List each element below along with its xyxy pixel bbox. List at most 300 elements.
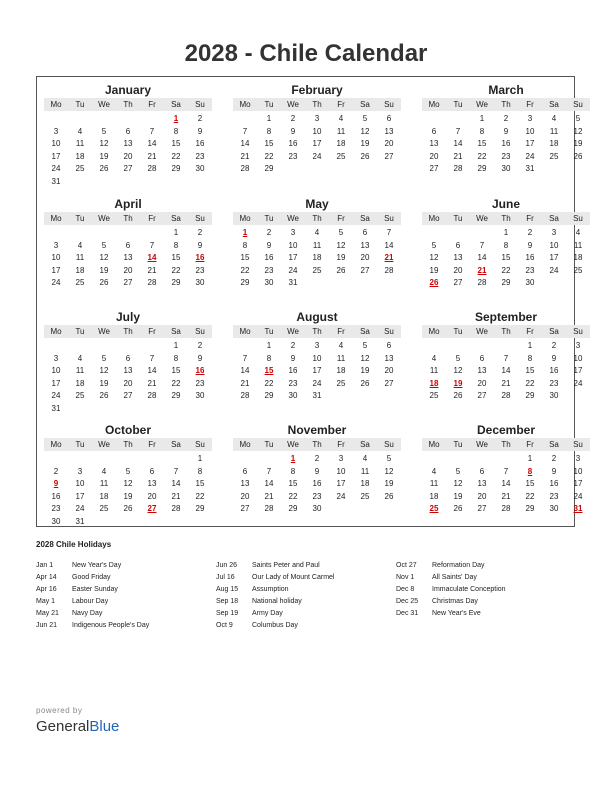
weekday-label: Fr	[337, 100, 345, 109]
day-cell: 17	[75, 491, 85, 501]
day-cell: 1	[173, 228, 179, 237]
day-cell: 2	[503, 114, 509, 123]
day-cell: 12	[360, 126, 370, 136]
day-cell: 11	[312, 240, 322, 250]
days-grid	[44, 340, 212, 416]
day-cell: 31	[51, 403, 61, 413]
day-cell: 25	[429, 391, 439, 401]
holiday-date: Oct 27	[396, 562, 417, 569]
month-august	[233, 310, 401, 403]
day-cell: 27	[477, 504, 487, 514]
empty-day-cell	[470, 227, 494, 240]
day-cell: 31	[525, 164, 535, 174]
day-cell: 17	[549, 253, 559, 263]
day-cell: 9	[503, 126, 509, 136]
weekday-label: Mo	[239, 100, 251, 109]
day-cell: 30	[264, 278, 274, 288]
day-cell: 6	[479, 353, 485, 363]
day-cell: 3	[53, 240, 59, 250]
holiday-name: Easter Sunday	[72, 586, 118, 593]
day-cell: 9	[314, 466, 320, 476]
day-cell: 23	[549, 378, 559, 388]
holiday-name: Christmas Day	[432, 598, 478, 605]
day-cell: 29	[171, 391, 181, 401]
holiday-list-item	[36, 608, 149, 620]
day-cell: 2	[290, 114, 296, 123]
empty-day-cell	[422, 113, 446, 126]
day-cell: 25	[312, 265, 322, 275]
day-cell: 12	[99, 139, 109, 149]
holiday-day-cell: 19	[453, 378, 463, 388]
day-cell: 7	[149, 240, 155, 250]
empty-day-cell	[446, 113, 470, 126]
day-cell: 26	[453, 504, 463, 514]
empty-day-cell	[68, 453, 92, 466]
empty-day-cell	[116, 113, 140, 126]
day-cell: 3	[314, 341, 320, 350]
day-cell: 11	[429, 479, 439, 489]
day-cell: 30	[51, 516, 61, 526]
day-cell: 25	[75, 278, 85, 288]
day-cell: 6	[362, 228, 368, 237]
day-cell: 6	[455, 240, 461, 250]
day-cell: 28	[171, 504, 181, 514]
holiday-name: Immaculate Conception	[432, 586, 506, 593]
day-cell: 19	[453, 491, 463, 501]
day-cell: 12	[453, 366, 463, 376]
day-cell: 27	[384, 378, 394, 388]
weekday-label: Su	[573, 440, 583, 449]
day-cell: 3	[575, 454, 581, 463]
empty-day-cell	[44, 113, 68, 126]
day-cell: 2	[551, 341, 557, 350]
weekday-label: We	[98, 327, 110, 336]
weekday-header	[422, 438, 590, 451]
day-cell: 2	[197, 341, 203, 350]
day-cell: 28	[240, 164, 250, 174]
empty-day-cell	[164, 453, 188, 466]
day-cell: 11	[75, 366, 85, 376]
holiday-name: Saints Peter and Paul	[252, 562, 320, 569]
holiday-date: May 1	[36, 598, 56, 605]
day-cell: 12	[99, 253, 109, 263]
day-cell: 11	[99, 479, 109, 489]
day-cell: 3	[551, 228, 557, 237]
day-cell: 24	[312, 151, 322, 161]
month-october	[44, 423, 212, 529]
day-cell: 24	[75, 504, 85, 514]
holiday-date: Jul 16	[216, 574, 235, 581]
day-cell: 30	[501, 164, 511, 174]
weekday-label: We	[98, 214, 110, 223]
day-cell: 4	[77, 126, 83, 136]
month-name: January	[104, 83, 152, 97]
weekday-label: We	[287, 214, 299, 223]
day-cell: 12	[384, 466, 394, 476]
day-cell: 30	[312, 504, 322, 514]
day-cell: 17	[288, 253, 298, 263]
day-cell: 8	[479, 126, 485, 136]
days-grid	[44, 453, 212, 529]
holiday-list-item	[396, 560, 506, 572]
holiday-name: Navy Day	[72, 610, 103, 617]
day-cell: 27	[384, 151, 394, 161]
month-name: September	[474, 310, 538, 324]
holiday-date: Jan 1	[36, 562, 54, 569]
month-december	[422, 423, 590, 516]
day-cell: 21	[453, 151, 463, 161]
weekday-label: We	[476, 327, 488, 336]
weekday-label: Sa	[360, 214, 370, 223]
day-cell: 21	[147, 378, 157, 388]
weekday-label: Mo	[428, 327, 440, 336]
day-cell: 4	[551, 114, 557, 123]
empty-day-cell	[68, 113, 92, 126]
day-cell: 29	[264, 164, 274, 174]
day-cell: 7	[479, 240, 485, 250]
holiday-name: Army Day	[252, 610, 283, 617]
day-cell: 23	[288, 378, 298, 388]
month-name: December	[476, 423, 536, 437]
holiday-list-item	[216, 572, 334, 584]
day-cell: 12	[336, 240, 346, 250]
day-cell: 7	[503, 353, 509, 363]
day-cell: 17	[312, 139, 322, 149]
holiday-day-cell: 21	[384, 253, 394, 263]
weekday-label: We	[287, 327, 299, 336]
holiday-name: Columbus Day	[252, 622, 298, 629]
day-cell: 23	[195, 265, 205, 275]
day-cell: 12	[429, 253, 439, 263]
weekday-label: Fr	[148, 100, 156, 109]
holiday-list-item	[216, 608, 334, 620]
day-cell: 25	[75, 391, 85, 401]
day-cell: 4	[314, 228, 320, 237]
day-cell: 23	[264, 265, 274, 275]
day-cell: 16	[51, 491, 61, 501]
day-cell: 24	[288, 265, 298, 275]
holiday-date: Sep 19	[216, 610, 239, 617]
day-cell: 8	[290, 466, 296, 476]
weekday-label: Fr	[148, 214, 156, 223]
day-cell: 25	[573, 265, 583, 275]
weekday-label: Sa	[549, 440, 559, 449]
weekday-label: Su	[195, 440, 205, 449]
empty-day-cell	[92, 227, 116, 240]
day-cell: 31	[312, 391, 322, 401]
day-cell: 8	[173, 353, 179, 363]
weekday-label: We	[287, 100, 299, 109]
weekday-label: Tu	[453, 440, 463, 449]
holiday-name: Our Lady of Mount Carmel	[252, 574, 335, 581]
day-cell: 9	[551, 466, 557, 476]
day-cell: 14	[240, 139, 250, 149]
day-cell: 18	[429, 491, 439, 501]
day-cell: 16	[312, 479, 322, 489]
empty-day-cell	[233, 453, 257, 466]
holiday-day-cell: 15	[264, 366, 274, 376]
calendar-grid	[36, 76, 583, 527]
day-cell: 24	[525, 151, 535, 161]
day-cell: 7	[386, 228, 392, 237]
day-cell: 9	[197, 126, 203, 136]
day-cell: 10	[549, 240, 559, 250]
holiday-name: New Year's Day	[72, 562, 122, 569]
day-cell: 6	[125, 353, 131, 363]
day-cell: 22	[264, 151, 274, 161]
day-cell: 6	[386, 114, 392, 123]
day-cell: 19	[429, 265, 439, 275]
empty-day-cell	[116, 227, 140, 240]
weekday-label: Mo	[50, 100, 62, 109]
day-cell: 18	[312, 253, 322, 263]
weekday-label: Tu	[75, 327, 85, 336]
day-cell: 14	[501, 479, 511, 489]
day-cell: 3	[575, 341, 581, 350]
days-grid	[422, 453, 590, 516]
weekday-label: We	[98, 100, 110, 109]
day-cell: 13	[123, 139, 133, 149]
day-cell: 7	[242, 353, 248, 363]
weekday-label: Tu	[453, 100, 463, 109]
day-cell: 5	[575, 114, 581, 123]
day-cell: 6	[242, 466, 248, 476]
day-cell: 7	[173, 466, 179, 476]
day-cell: 5	[338, 228, 344, 237]
weekday-label: Su	[573, 327, 583, 336]
day-cell: 29	[240, 278, 250, 288]
weekday-label: Mo	[50, 214, 62, 223]
weekday-label: Fr	[337, 214, 345, 223]
weekday-label: Th	[312, 327, 322, 336]
day-cell: 30	[288, 391, 298, 401]
holiday-list-item	[216, 596, 334, 608]
month-name: June	[491, 197, 520, 211]
day-cell: 15	[195, 479, 205, 489]
day-cell: 18	[573, 253, 583, 263]
holiday-date: Dec 31	[396, 610, 419, 617]
day-cell: 13	[123, 366, 133, 376]
generalblue-logo[interactable]	[36, 718, 119, 735]
day-cell: 3	[314, 114, 320, 123]
day-cell: 28	[501, 504, 511, 514]
day-cell: 15	[525, 479, 535, 489]
days-grid	[422, 227, 590, 290]
day-cell: 14	[453, 139, 463, 149]
weekday-label: We	[98, 440, 110, 449]
holiday-date: Apr 16	[36, 586, 57, 593]
weekday-label: Mo	[239, 214, 251, 223]
weekday-label: Fr	[148, 440, 156, 449]
day-cell: 14	[384, 240, 394, 250]
day-cell: 19	[99, 265, 109, 275]
day-cell: 8	[266, 126, 272, 136]
weekday-header	[233, 98, 401, 111]
empty-day-cell	[422, 453, 446, 466]
weekday-header	[233, 325, 401, 338]
day-cell: 29	[171, 278, 181, 288]
day-cell: 17	[51, 378, 61, 388]
holiday-list-item	[36, 560, 149, 572]
weekday-label: Mo	[428, 100, 440, 109]
weekday-label: Fr	[337, 327, 345, 336]
days-grid	[233, 453, 401, 516]
day-cell: 14	[147, 366, 157, 376]
day-cell: 14	[147, 139, 157, 149]
holiday-name: All Saints' Day	[432, 574, 477, 581]
empty-day-cell	[44, 227, 68, 240]
empty-day-cell	[92, 453, 116, 466]
weekday-label: Tu	[75, 440, 85, 449]
day-cell: 17	[336, 479, 346, 489]
weekday-label: Sa	[171, 100, 181, 109]
day-cell: 2	[527, 228, 533, 237]
weekday-label: Tu	[453, 327, 463, 336]
day-cell: 22	[525, 378, 535, 388]
empty-day-cell	[68, 227, 92, 240]
day-cell: 5	[101, 353, 107, 363]
day-cell: 2	[197, 228, 203, 237]
weekday-header	[233, 212, 401, 225]
holiday-list-column	[396, 560, 506, 620]
holiday-date: Oct 9	[216, 622, 233, 629]
day-cell: 20	[123, 151, 133, 161]
weekday-label: Sa	[549, 327, 559, 336]
day-cell: 30	[195, 278, 205, 288]
month-may	[233, 197, 401, 290]
holiday-date: Dec 8	[396, 586, 415, 593]
holiday-list-item	[216, 584, 334, 596]
day-cell: 13	[384, 353, 394, 363]
weekday-label: Mo	[239, 327, 251, 336]
weekday-label: Mo	[239, 440, 251, 449]
day-cell: 25	[336, 378, 346, 388]
day-cell: 8	[173, 126, 179, 136]
weekday-label: Th	[501, 100, 511, 109]
day-cell: 31	[75, 516, 85, 526]
day-cell: 26	[360, 378, 370, 388]
day-cell: 23	[51, 504, 61, 514]
holiday-day-cell: 9	[53, 479, 59, 489]
holiday-day-cell: 25	[429, 504, 439, 514]
day-cell: 20	[384, 139, 394, 149]
weekday-header	[422, 212, 590, 225]
weekday-label: Th	[123, 327, 133, 336]
holiday-day-cell: 21	[477, 265, 487, 275]
day-cell: 3	[53, 126, 59, 136]
holiday-date: Nov 1	[396, 574, 415, 581]
day-cell: 6	[431, 126, 437, 136]
day-cell: 15	[501, 253, 511, 263]
day-cell: 7	[503, 466, 509, 476]
day-cell: 14	[171, 479, 181, 489]
day-cell: 24	[51, 278, 61, 288]
day-cell: 15	[171, 253, 181, 263]
day-cell: 11	[549, 126, 559, 136]
day-cell: 16	[525, 253, 535, 263]
holiday-list-item	[396, 596, 506, 608]
day-cell: 25	[99, 504, 109, 514]
day-cell: 5	[455, 466, 461, 476]
day-cell: 17	[51, 151, 61, 161]
day-cell: 10	[312, 353, 322, 363]
weekday-label: Fr	[526, 327, 534, 336]
day-cell: 2	[53, 466, 59, 476]
weekday-label: Sa	[360, 327, 370, 336]
day-cell: 26	[99, 278, 109, 288]
day-cell: 28	[147, 391, 157, 401]
day-cell: 5	[362, 341, 368, 350]
day-cell: 22	[240, 265, 250, 275]
day-cell: 6	[479, 466, 485, 476]
weekday-label: Th	[501, 440, 511, 449]
holiday-list-item	[396, 572, 506, 584]
day-cell: 15	[264, 139, 274, 149]
day-cell: 11	[573, 240, 583, 250]
empty-day-cell	[257, 453, 281, 466]
empty-day-cell	[446, 340, 470, 353]
days-grid	[422, 113, 590, 176]
day-cell: 24	[549, 265, 559, 275]
weekday-label: Su	[384, 214, 394, 223]
day-cell: 13	[429, 139, 439, 149]
holiday-date: Aug 15	[216, 586, 239, 593]
day-cell: 17	[525, 139, 535, 149]
day-cell: 9	[290, 353, 296, 363]
day-cell: 14	[264, 479, 274, 489]
day-cell: 15	[171, 139, 181, 149]
day-cell: 7	[149, 126, 155, 136]
day-cell: 17	[51, 265, 61, 275]
weekday-label: Th	[312, 440, 322, 449]
weekday-header	[422, 98, 590, 111]
weekday-label: Sa	[360, 440, 370, 449]
day-cell: 28	[501, 391, 511, 401]
weekday-label: Th	[123, 214, 133, 223]
brand-part-blue: Blue	[89, 718, 120, 735]
day-cell: 8	[266, 353, 272, 363]
day-cell: 8	[527, 353, 533, 363]
day-cell: 27	[123, 391, 133, 401]
day-cell: 2	[197, 114, 203, 123]
empty-day-cell	[470, 453, 494, 466]
weekday-label: Th	[501, 214, 511, 223]
day-cell: 21	[501, 491, 511, 501]
holiday-list-column	[216, 560, 334, 632]
holiday-list-item	[216, 620, 334, 632]
month-name: August	[296, 310, 338, 324]
holiday-day-cell: 18	[429, 378, 439, 388]
days-grid	[44, 113, 212, 189]
weekday-label: Tu	[264, 214, 274, 223]
weekday-label: Su	[384, 440, 394, 449]
day-cell: 9	[266, 240, 272, 250]
day-cell: 18	[99, 491, 109, 501]
day-cell: 22	[501, 265, 511, 275]
day-cell: 26	[573, 151, 583, 161]
holiday-day-cell: 31	[573, 504, 583, 514]
day-cell: 5	[101, 126, 107, 136]
weekday-label: We	[476, 100, 488, 109]
weekday-label: Th	[123, 440, 133, 449]
weekday-label: Su	[195, 214, 205, 223]
weekday-label: Mo	[428, 440, 440, 449]
day-cell: 16	[288, 139, 298, 149]
weekday-label: Fr	[148, 327, 156, 336]
month-name: March	[488, 83, 524, 97]
holiday-name: Indigenous People's Day	[72, 622, 150, 629]
day-cell: 13	[453, 253, 463, 263]
